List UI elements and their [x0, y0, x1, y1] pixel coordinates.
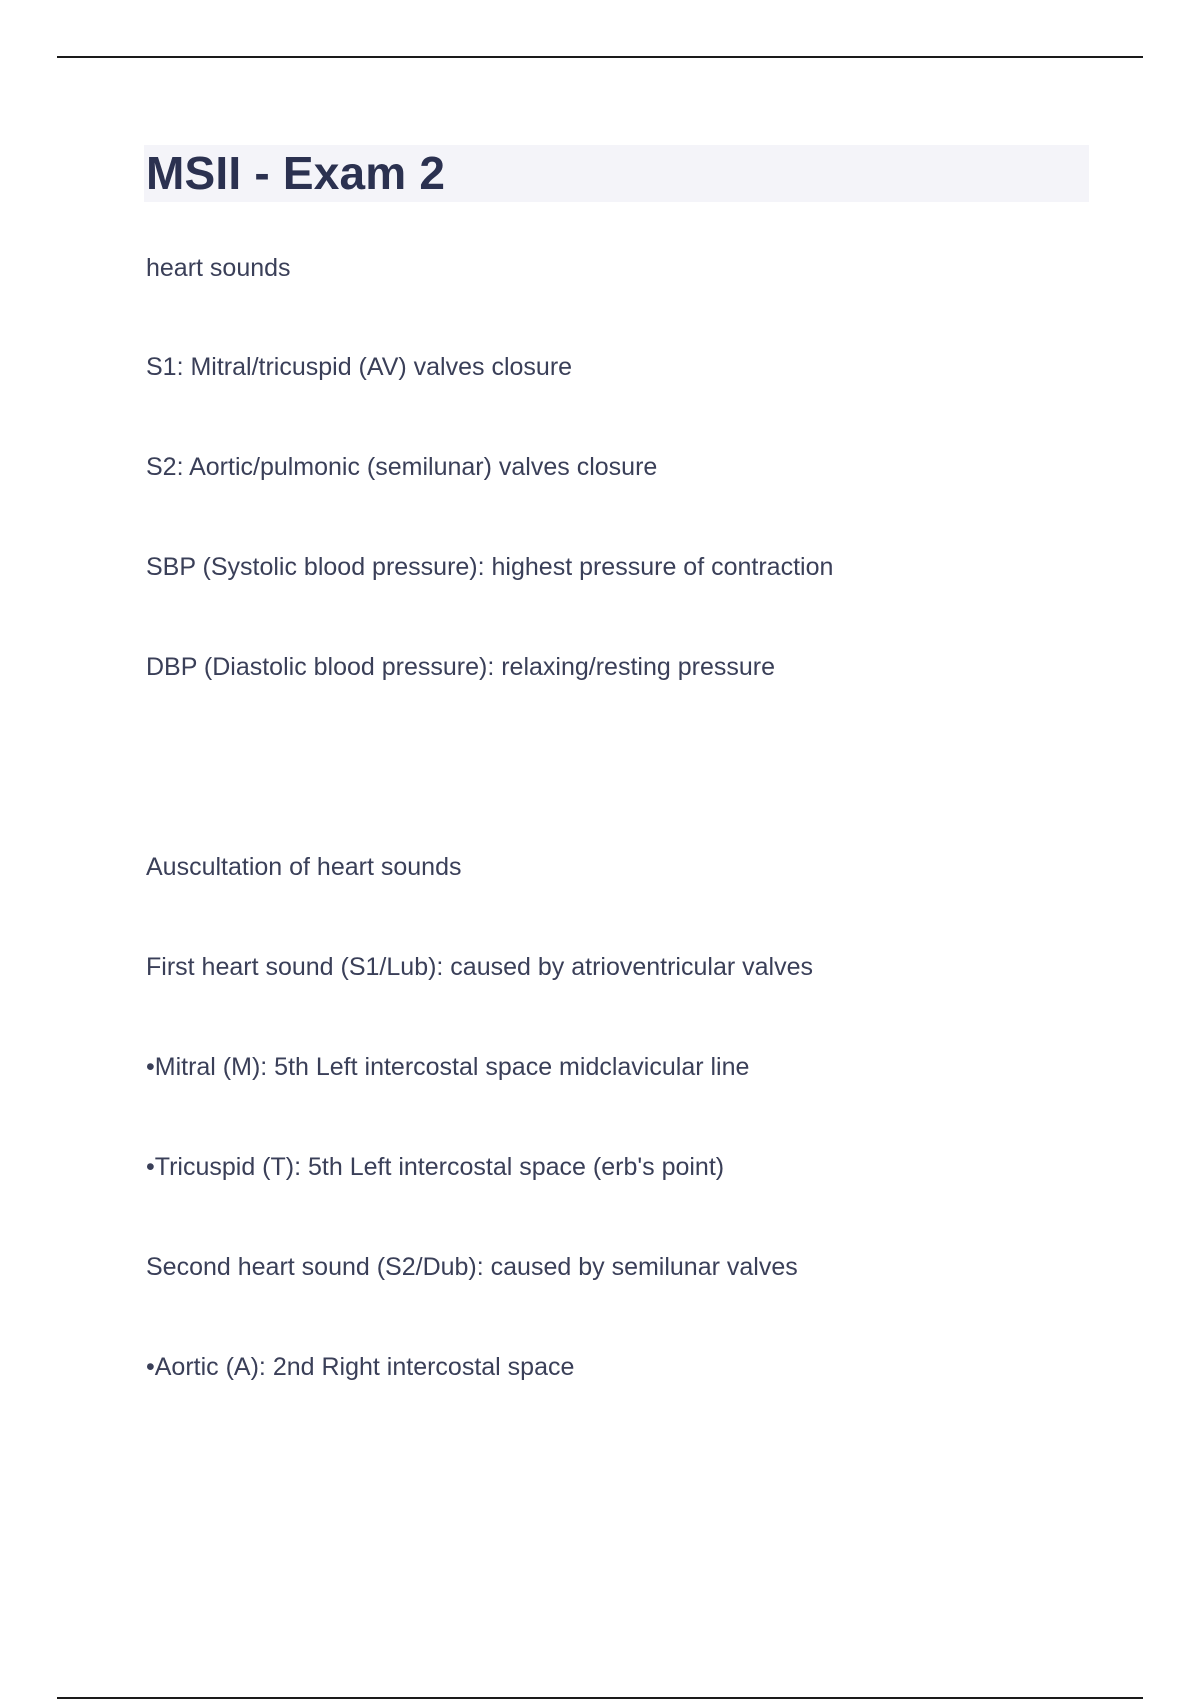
text-line-s2: S2: Aortic/pulmonic (semilunar) valves closure	[146, 453, 658, 481]
list-item-tricuspid: •Tricuspid (T): 5th Left intercostal space (erb's point)	[146, 1153, 725, 1181]
text-line-dbp: DBP (Diastolic blood pressure): relaxing/resting pressure	[146, 653, 775, 681]
list-item-mitral: •Mitral (M): 5th Left intercostal space midclavicular line	[146, 1053, 750, 1081]
section-heading-heart-sounds: heart sounds	[146, 254, 291, 282]
bottom-rule	[57, 1697, 1143, 1699]
text-line-sbp: SBP (Systolic blood pressure): highest pressure of contraction	[146, 553, 834, 581]
text-line-s1: S1: Mitral/tricuspid (AV) valves closure	[146, 353, 573, 381]
page-title: MSII - Exam 2	[146, 147, 446, 199]
text-line-second-heart-sound: Second heart sound (S2/Dub): caused by semilunar valves	[146, 1253, 798, 1281]
list-item-aortic: •Aortic (A): 2nd Right intercostal space	[146, 1353, 575, 1381]
text-line-first-heart-sound: First heart sound (S1/Lub): caused by atrioventricular valves	[146, 953, 813, 981]
top-rule	[57, 56, 1143, 58]
section-heading-auscultation: Auscultation of heart sounds	[146, 853, 462, 881]
